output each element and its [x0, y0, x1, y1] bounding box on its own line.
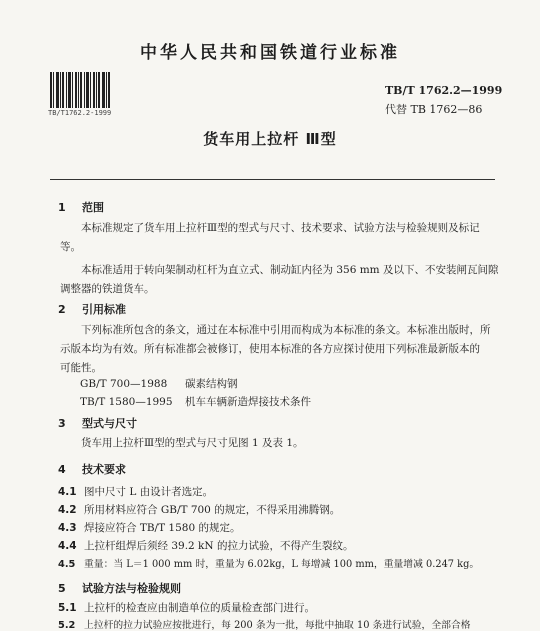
- references-para-line-1: 下列标准所包含的条文，通过在本标准中引用而构成为本标准的条文。本标准出版时，所: [81, 324, 491, 336]
- barcode-image: [50, 72, 122, 108]
- section-heading-test-methods: 5 试验方法与检验规则: [58, 582, 181, 595]
- section-heading-type-dimensions: 3 型式与尺寸: [58, 417, 137, 430]
- scope-para-1-line-1: 本标准规定了货车用上拉杆Ⅲ型的型式与尺寸、技术要求、试验方法与检验规则及标记: [81, 222, 480, 234]
- requirement-item: 4.4 上拉杆组焊后须经 39.2 kN 的拉力试验，不得产生裂纹。: [58, 540, 354, 552]
- references-para-line-2: 示版本均为有效。所有标准都会被修订，使用本标准的各方应探讨使用下列标准最新版本的: [60, 343, 480, 355]
- requirement-item: 4.3 焊接应符合 TB/T 1580 的规定。: [58, 522, 241, 534]
- reference-item: TB/T 1580—1995 机车车辆新造焊接技术条件: [80, 396, 311, 408]
- section-heading-technical-requirements: 4 技术要求: [58, 463, 126, 476]
- org-standard-title: 中华人民共和国铁道行业标准: [140, 43, 400, 63]
- scope-para-2-line-1: 本标准适用于转向架制动杠杆为直立式、制动缸内径为 356 mm 及以下、不安装闸瓦间隙: [81, 264, 499, 276]
- barcode-caption: TB/T1762.2-1999: [48, 109, 112, 117]
- section-heading-scope: 1 范围: [58, 201, 104, 214]
- requirement-item: 4.2 所用材料应符合 GB/T 700 的规定，不得采用沸腾钢。: [58, 504, 341, 516]
- type-dimensions-para: 货车用上拉杆Ⅲ型的型式与尺寸见图 1 及表 1。: [81, 437, 304, 449]
- scope-para-1-line-2: 等。: [60, 241, 81, 253]
- references-para-line-3: 可能性。: [60, 362, 102, 374]
- title-divider: [50, 179, 495, 180]
- scope-para-2-line-2: 调整器的铁道货车。: [60, 283, 155, 295]
- test-method-item: 5.1 上拉杆的检查应由制造单位的质量检查部门进行。: [58, 602, 315, 614]
- requirement-item: 4.5 重量：当 L＝1 000 mm 时，重量为 6.02kg，L 每增减 100 mm，重量增减 0.247 kg。: [58, 559, 480, 570]
- standard-number: TB/T 1762.2—1999: [385, 84, 503, 97]
- replaces-standard: 代替 TB 1762—86: [385, 103, 483, 116]
- reference-item: GB/T 700—1988 碳素结构钢: [80, 378, 238, 390]
- section-heading-references: 2 引用标准: [58, 303, 126, 316]
- test-method-item: 5.2 上拉杆的拉力试验应按批进行，每 200 条为一批，每批中抽取 10 条进行试验，全部合格: [58, 620, 471, 631]
- document-title: 货车用上拉杆 Ⅲ型: [203, 130, 337, 148]
- requirement-item: 4.1 图中尺寸 L 由设计者选定。: [58, 486, 214, 498]
